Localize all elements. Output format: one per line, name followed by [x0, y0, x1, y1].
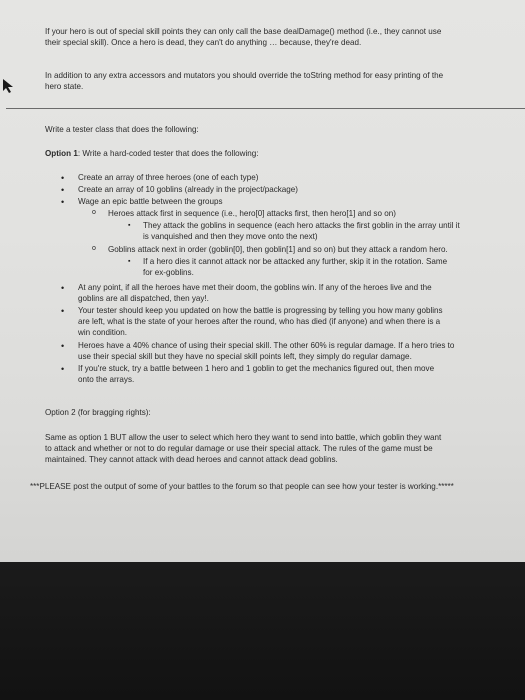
option2-text-3: maintained. They cannot attack with dead heroes and cannot attack dead goblins.: [45, 455, 338, 464]
option1-text: : Write a hard-coded tester that does the following:: [77, 149, 259, 158]
section-divider: [6, 108, 525, 109]
intro-line-3: In addition to any extra accessors and mutators you should override the toString method for easy printing of the: [45, 71, 444, 80]
option2-text-1: Same as option 1 BUT allow the user to select which hero they want to send into battle, which goblin they want: [45, 433, 442, 442]
tester-heading: Write a tester class that does the following:: [45, 125, 199, 134]
bullet-text-2: Create an array of 10 goblins (already in the project/package): [78, 185, 299, 194]
bullet-icon: •: [61, 364, 65, 374]
option2-heading: Option 2 (for bragging rights):: [45, 408, 151, 417]
sub-bullet-icon: o: [92, 209, 96, 216]
option1-line: [45, 149, 259, 160]
bullet-more-1a: At any point, if all the heroes have met their doom, the goblins win. If any of the heroes live and the: [78, 283, 432, 292]
bullet-text-1: Create an array of three heroes (one of each type): [78, 173, 259, 182]
sub-detail-2b: for ex-goblins.: [143, 268, 194, 277]
option2-text-2: to attack and whether or not to do regular damage or use their special attack. The rules of the game must be: [45, 444, 433, 453]
bullet-more-2a: Your tester should keep you updated on how the battle is progressing by telling you how many goblins: [78, 306, 443, 315]
bullet-more-1b: goblins are all dispatched, then yay!.: [78, 294, 209, 303]
sub-item-1: Heroes attack first in sequence (i.e., hero[0] attacks first, then hero[1] and so on): [108, 209, 396, 218]
bullet-text-3: Wage an epic battle between the groups: [78, 197, 223, 206]
bullet-more-2b: are left, what is the state of your heroes after the round, who has died (if anyone) and when there is a: [78, 317, 441, 326]
bullet-icon: •: [61, 341, 65, 351]
bullet-icon: •: [61, 197, 65, 207]
sub-item-2: Goblins attack next in order (goblin[0], then goblin[1] and so on) but they attack a random hero.: [108, 245, 448, 254]
sub-detail-1a: They attack the goblins in sequence (each hero attacks the first goblin in the array until it: [143, 221, 460, 230]
square-bullet-icon: ▪: [128, 222, 131, 229]
bullet-more-3a: Heroes have a 40% chance of using their special skill. The other 60% is regular damage. If a hero tries to: [78, 341, 455, 350]
intro-line-2: their special skill). Once a hero is dead, they can't do anything … because, they're dead.: [45, 38, 362, 47]
bullet-icon: •: [61, 283, 65, 293]
bullet-more-2c: win condition.: [78, 328, 128, 337]
sub-detail-2a: If a hero dies it cannot attack nor be attacked any further, skip it in the rotation. Same: [143, 257, 448, 266]
sub-bullet-icon: o: [92, 245, 96, 252]
bullet-icon: •: [61, 306, 65, 316]
footer-note: ***PLEASE post the output of some of your battles to the forum so that people can see how your tester is working.*****: [30, 482, 454, 491]
square-bullet-icon: ▪: [128, 258, 131, 265]
bullet-more-3b: use their special skill but they have no special skill points left, they simply do regular damage.: [78, 352, 412, 361]
intro-line-4: hero state.: [45, 82, 84, 91]
sub-detail-1b: is vanquished and then they move onto the next): [143, 232, 318, 241]
option1-label: Option 1: [45, 149, 78, 158]
dark-background: [0, 562, 525, 700]
bullet-more-4b: onto the arrays.: [78, 375, 135, 384]
bullet-icon: •: [61, 185, 65, 195]
mouse-pointer-icon: [2, 78, 16, 94]
bullet-icon: •: [61, 173, 65, 183]
intro-line-1: If your hero is out of special skill points they can only call the base dealDamage() method (i.e., they cannot use: [45, 27, 442, 36]
bullet-more-4a: If you're stuck, try a battle between 1 hero and 1 goblin to get the mechanics figured out, then move: [78, 364, 435, 373]
